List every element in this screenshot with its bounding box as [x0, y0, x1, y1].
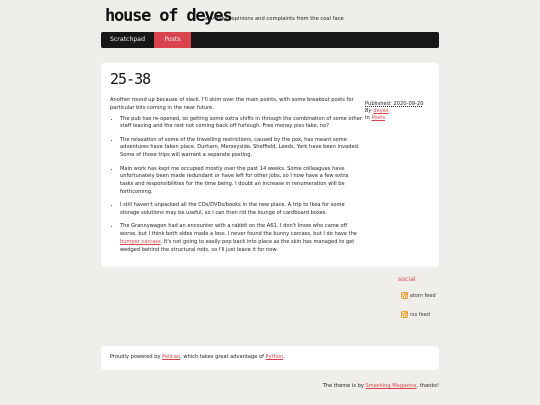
- python-link[interactable]: Python: [265, 354, 284, 360]
- category-line: [365, 115, 433, 122]
- author-link[interactable]: deyes: [373, 108, 389, 115]
- list-item-text: The Grannywagon had an encounter with a rabbit on the A61. I don't know who came off worse, but I think both sides made a loss. I never found the bunny carcass, but I do have the: [120, 223, 357, 238]
- post-info: [365, 101, 433, 123]
- bumper-carcass-link[interactable]: bumper carcass: [120, 238, 161, 245]
- article-title[interactable]: 25-38: [110, 70, 151, 88]
- list-item: • The relaxation of some of the travelling restrictions, caused by the pox, has meant some adventures have taken place. Durham, Merseyside, Sheffield, Leeds, York have been invaded. Some of those trips will warrant a separate posting.: [120, 137, 363, 160]
- powered-by: [110, 354, 285, 360]
- powered-suffix: .: [283, 354, 285, 360]
- atom-feed-link[interactable]: [398, 292, 458, 300]
- list-item: • Main work has kept me occupied mostly over the past 14 weeks. Some colleagues have unfortunately been made redundant or have left for other jobs, so I now have a few extra tasks and responsibilities for the time being. I doubt an increase in renumeration will be forthcoming.: [120, 166, 363, 197]
- main-menu: [101, 32, 439, 48]
- menu-item-scratchpad[interactable]: Scratchpad: [109, 36, 146, 43]
- article-list: [110, 116, 363, 255]
- social-heading: social: [398, 276, 416, 283]
- in-label: In: [365, 115, 370, 122]
- author-line: [365, 108, 433, 115]
- category-link[interactable]: Posts: [371, 115, 386, 122]
- site-header: [105, 6, 445, 30]
- rss-feed-link[interactable]: [398, 311, 458, 319]
- powered-mid: , which takes great advantage of: [180, 354, 266, 360]
- menu-item-posts[interactable]: Posts: [154, 32, 191, 48]
- powered-prefix: Proudly powered by: [110, 354, 163, 360]
- site-tagline: worthless opinions and complaints from the coal face: [205, 16, 344, 22]
- list-item: • I still haven't unpacked all the CDs/DVDs/books in the new place. A trip to Ikea for some storage solutions may be useful, so I can then rid the lounge of cardboard boxes.: [120, 202, 363, 218]
- rss-icon: [401, 311, 408, 318]
- published-date: Published: 2020-09-20: [365, 101, 424, 107]
- theme-suffix: , thanks!: [416, 383, 439, 389]
- list-item-text: . It's not going to easily pop back into place as the skin has managed to get wedged behind the structural rods, so I'll just leave it for now.: [120, 238, 355, 253]
- article-intro: Another round up because of slack. I'll skim over the main points, with some breakout posts for particular bits coming in the near future.: [110, 97, 354, 111]
- article: [101, 63, 439, 267]
- pelican-link[interactable]: Pelican: [162, 354, 181, 360]
- rss-feed-label[interactable]: rss feed: [410, 312, 430, 318]
- article-body: [110, 97, 363, 260]
- smashing-magazine-link[interactable]: Smashing Magazine: [365, 383, 417, 389]
- rss-icon: [401, 292, 408, 299]
- footer: [101, 346, 439, 370]
- list-item: [120, 223, 363, 254]
- category-suffix: .: [385, 115, 387, 122]
- list-item: • The pub has re-opened, so getting some extra shifts in through the combination of some other staff leaving and the rest not coming back off furlough. Free money piss take, no?: [120, 116, 363, 132]
- theme-credit: [323, 383, 439, 389]
- theme-prefix: The theme is by: [322, 383, 366, 389]
- atom-feed-label[interactable]: atom feed: [410, 293, 436, 299]
- by-label: By: [365, 108, 372, 115]
- site-title[interactable]: house of deyes: [105, 6, 232, 26]
- social-section: [398, 276, 458, 330]
